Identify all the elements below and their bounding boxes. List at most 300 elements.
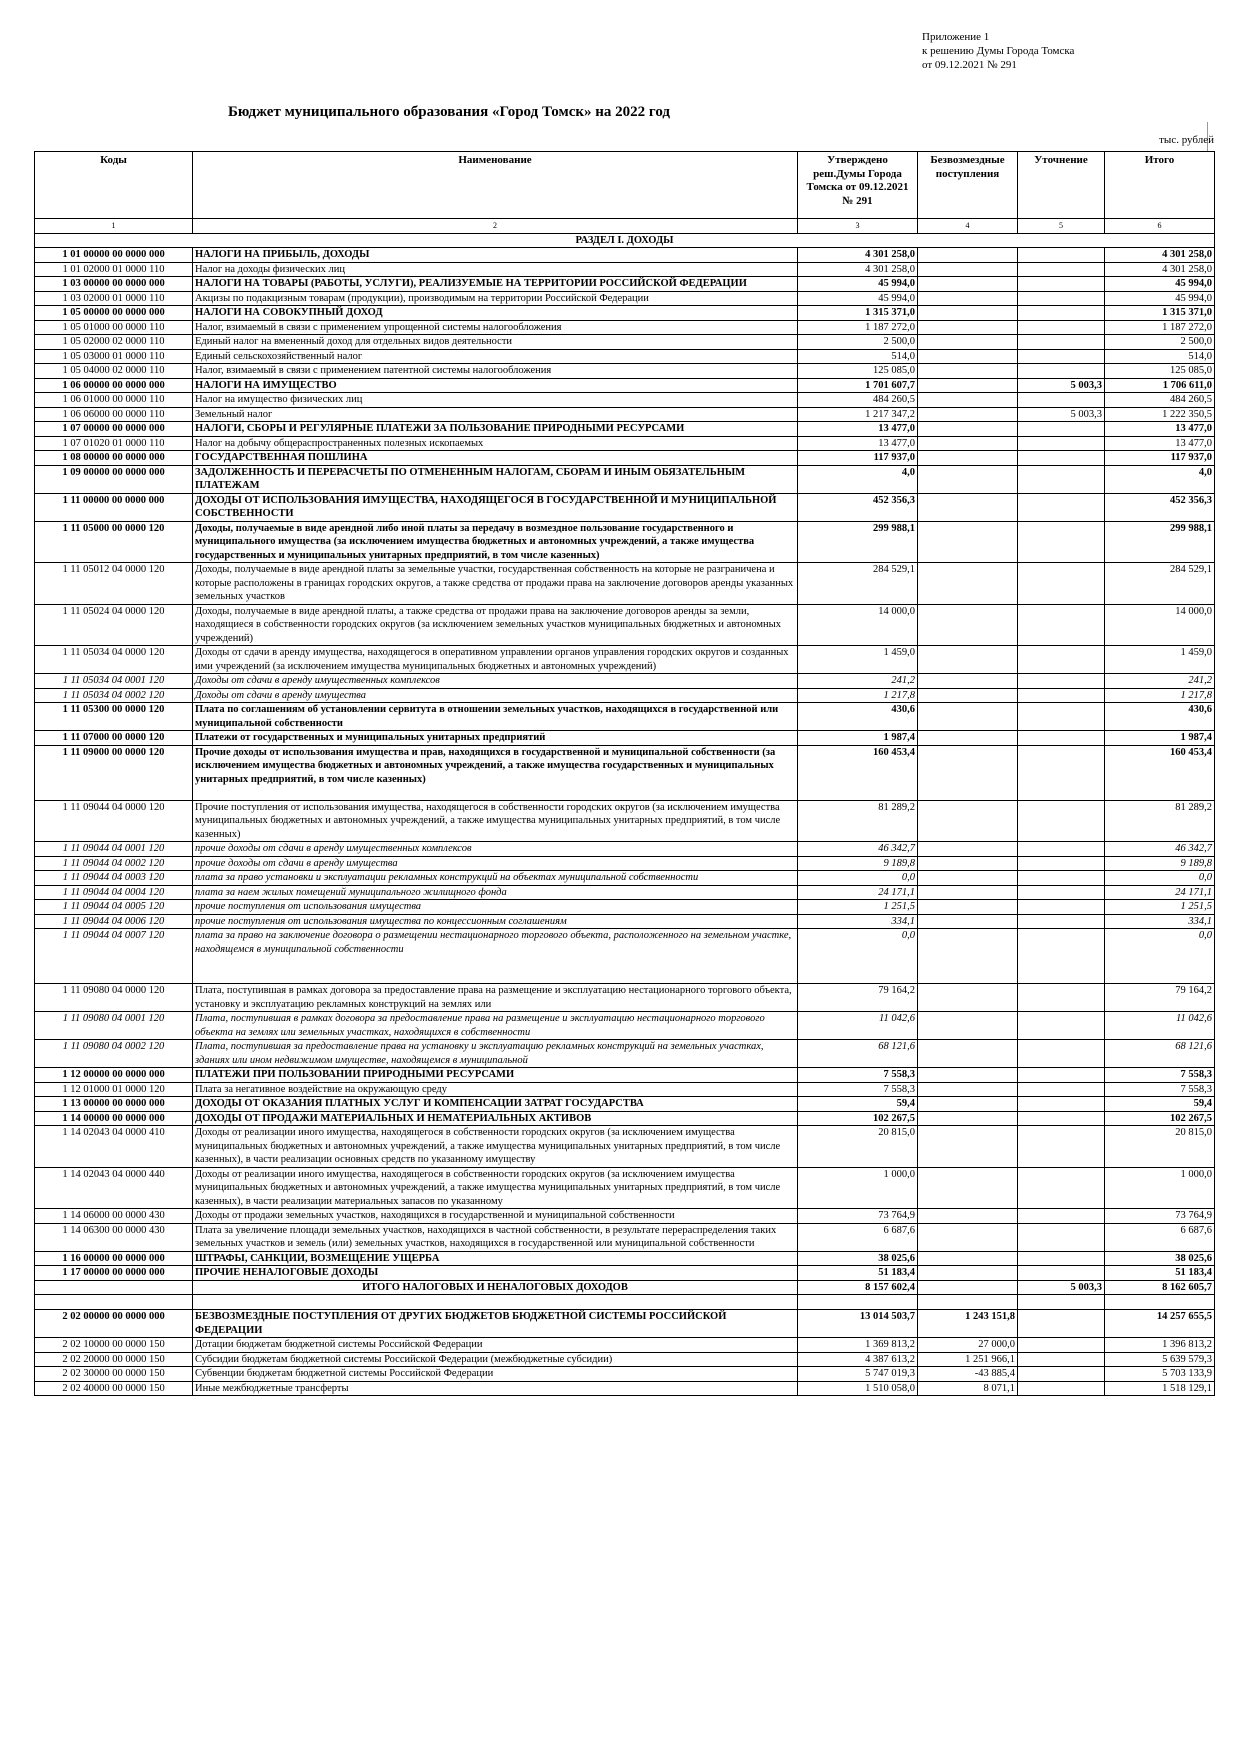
row-approved: 46 342,7 (798, 842, 918, 857)
row-gratuitous (918, 885, 1018, 900)
row-code: 1 05 00000 00 0000 000 (35, 306, 193, 321)
row-name: Доходы от сдачи в аренду имущества (193, 688, 798, 703)
row-approved: 334,1 (798, 914, 918, 929)
row-approved: 73 764,9 (798, 1209, 918, 1224)
row-approved: 1 510 058,0 (798, 1381, 918, 1396)
row-clarification (1018, 984, 1105, 1012)
row-approved: 38 025,6 (798, 1251, 918, 1266)
row-approved: 452 356,3 (798, 493, 918, 521)
row-code: 1 11 05034 04 0000 120 (35, 646, 193, 674)
row-clarification (1018, 422, 1105, 437)
row-total: 9 189,8 (1105, 856, 1215, 871)
row-code: 1 11 09044 04 0005 120 (35, 900, 193, 915)
row-gratuitous (918, 674, 1018, 689)
row-name: БЕЗВОЗМЕЗДНЫЕ ПОСТУПЛЕНИЯ ОТ ДРУГИХ БЮДЖЕТОВ БЮДЖЕТНОЙ СИСТЕМЫ РОССИЙСКОЙ ФЕДЕРАЦИИ (193, 1310, 798, 1338)
row-gratuitous (918, 745, 1018, 800)
row-approved: 117 937,0 (798, 451, 918, 466)
row-name: НАЛОГИ НА ИМУЩЕСТВО (193, 378, 798, 393)
row-gratuitous (918, 277, 1018, 292)
table-row (35, 262, 1215, 277)
row-name: Субсидии бюджетам бюджетной системы Российской Федерации (межбюджетные субсидии) (193, 1352, 798, 1367)
row-code: 1 11 09044 04 0006 120 (35, 914, 193, 929)
table-row (35, 1126, 1215, 1168)
row-clarification (1018, 1082, 1105, 1097)
row-total: 1 518 129,1 (1105, 1381, 1215, 1396)
header-approved: Утверждено реш.Думы Города Томска от 09.12.2021 № 291 (798, 152, 918, 219)
row-code: 1 03 00000 00 0000 000 (35, 277, 193, 292)
row-approved: 1 000,0 (798, 1167, 918, 1209)
row-gratuitous (918, 1223, 1018, 1251)
row-total: 45 994,0 (1105, 277, 1215, 292)
row-approved: 8 157 602,4 (798, 1280, 918, 1295)
row-approved: 14 000,0 (798, 604, 918, 646)
table-row (35, 914, 1215, 929)
row-total: 8 162 605,7 (1105, 1280, 1215, 1295)
row-gratuitous (918, 1266, 1018, 1281)
row-code: 1 11 07000 00 0000 120 (35, 731, 193, 746)
row-clarification (1018, 703, 1105, 731)
row-approved: 0,0 (798, 929, 918, 984)
row-name: Доходы от сдачи в аренду имущественных комплексов (193, 674, 798, 689)
row-clarification (1018, 1097, 1105, 1112)
row-gratuitous (918, 871, 1018, 886)
row-name: Налог, взимаемый в связи с применением упрощенной системы налогообложения (193, 320, 798, 335)
row-approved: 160 453,4 (798, 745, 918, 800)
table-row (35, 1251, 1215, 1266)
row-clarification (1018, 929, 1105, 984)
row-total: 46 342,7 (1105, 842, 1215, 857)
row-code: 1 11 05024 04 0000 120 (35, 604, 193, 646)
row-total: 13 477,0 (1105, 422, 1215, 437)
row-code: 2 02 30000 00 0000 150 (35, 1367, 193, 1382)
row-approved: 4,0 (798, 465, 918, 493)
table-row (35, 349, 1215, 364)
table-row (35, 984, 1215, 1012)
row-code: 1 11 05012 04 0000 120 (35, 563, 193, 605)
table-row (35, 929, 1215, 984)
row-name: Доходы от реализации иного имущества, находящегося в собственности городских округов (за исключением имущества муниципальных бюджетных и автономных учреждений, а также имущества муниципальных унитарных предприятий, в том числе казенных), в части реализации основных средств по указанному имуществу (193, 1126, 798, 1168)
row-code: 1 05 02000 02 0000 110 (35, 335, 193, 350)
header-total: Итого (1105, 152, 1215, 219)
row-gratuitous (918, 731, 1018, 746)
row-name (193, 1295, 798, 1310)
row-clarification (1018, 451, 1105, 466)
row-name: НАЛОГИ НА СОВОКУПНЫЙ ДОХОД (193, 306, 798, 321)
row-clarification (1018, 1209, 1105, 1224)
row-clarification (1018, 493, 1105, 521)
row-approved: 1 251,5 (798, 900, 918, 915)
row-code: 1 13 00000 00 0000 000 (35, 1097, 193, 1112)
table-row (35, 436, 1215, 451)
row-approved: 13 014 503,7 (798, 1310, 918, 1338)
row-code: 1 11 05034 04 0002 120 (35, 688, 193, 703)
row-name: Единый налог на вмененный доход для отдельных видов деятельности (193, 335, 798, 350)
row-clarification (1018, 604, 1105, 646)
row-total: 6 687,6 (1105, 1223, 1215, 1251)
row-clarification (1018, 1338, 1105, 1353)
row-gratuitous (918, 646, 1018, 674)
row-gratuitous: 1 243 151,8 (918, 1310, 1018, 1338)
table-row (35, 393, 1215, 408)
row-clarification (1018, 291, 1105, 306)
row-code: 1 14 06300 00 0000 430 (35, 1223, 193, 1251)
row-code: 1 11 09080 04 0002 120 (35, 1040, 193, 1068)
table-row (35, 646, 1215, 674)
row-name: плата за право на заключение договора о размещении нестационарного торгового объекта, расположенного на земельном участке, находящемся в муниципальной собственности (193, 929, 798, 984)
table-row (35, 1280, 1215, 1295)
row-gratuitous: -43 885,4 (918, 1367, 1018, 1382)
row-clarification (1018, 1068, 1105, 1083)
row-code: 1 05 04000 02 0000 110 (35, 364, 193, 379)
column-number: 5 (1018, 219, 1105, 234)
row-clarification (1018, 674, 1105, 689)
row-name: плата за право установки и эксплуатации рекламных конструкций на объектах муниципальной собственности (193, 871, 798, 886)
table-row (35, 493, 1215, 521)
row-gratuitous (918, 1111, 1018, 1126)
row-clarification (1018, 1126, 1105, 1168)
row-code: 2 02 10000 00 0000 150 (35, 1338, 193, 1353)
row-name: прочие доходы от сдачи в аренду имущества (193, 856, 798, 871)
row-gratuitous (918, 984, 1018, 1012)
row-code: 1 11 09080 04 0000 120 (35, 984, 193, 1012)
table-row (35, 1111, 1215, 1126)
row-code: 1 01 00000 00 0000 000 (35, 248, 193, 263)
table-row (35, 563, 1215, 605)
row-name: ПЛАТЕЖИ ПРИ ПОЛЬЗОВАНИИ ПРИРОДНЫМИ РЕСУРСАМИ (193, 1068, 798, 1083)
row-code: 1 11 09044 04 0000 120 (35, 800, 193, 842)
row-total: 5 703 133,9 (1105, 1367, 1215, 1382)
column-number-row (35, 219, 1215, 234)
row-clarification (1018, 1266, 1105, 1281)
table-row (35, 1295, 1215, 1310)
header-gratuitous: Безвозмездные поступления (918, 152, 1018, 219)
row-name: Доходы от сдачи в аренду имущества, находящегося в оперативном управлении органов управления городских округов и созданных ими учреждений (за исключением имущества муниципальных бюджетных и автономных учреждений) (193, 646, 798, 674)
row-total: 117 937,0 (1105, 451, 1215, 466)
row-code: 1 11 05034 04 0001 120 (35, 674, 193, 689)
row-clarification (1018, 521, 1105, 563)
row-clarification: 5 003,3 (1018, 378, 1105, 393)
row-code: 2 02 40000 00 0000 150 (35, 1381, 193, 1396)
header-name: Наименование (193, 152, 798, 219)
table-row (35, 465, 1215, 493)
row-name: Субвенции бюджетам бюджетной системы Российской Федерации (193, 1367, 798, 1382)
table-row (35, 885, 1215, 900)
row-approved: 4 301 258,0 (798, 262, 918, 277)
row-gratuitous (918, 563, 1018, 605)
row-clarification (1018, 745, 1105, 800)
row-clarification (1018, 914, 1105, 929)
row-total: 125 085,0 (1105, 364, 1215, 379)
row-approved: 11 042,6 (798, 1012, 918, 1040)
row-clarification (1018, 842, 1105, 857)
row-approved: 1 701 607,7 (798, 378, 918, 393)
row-total: 79 164,2 (1105, 984, 1215, 1012)
row-code: 1 01 02000 01 0000 110 (35, 262, 193, 277)
row-total: 14 257 655,5 (1105, 1310, 1215, 1338)
row-gratuitous (918, 1097, 1018, 1112)
row-gratuitous (918, 349, 1018, 364)
row-code: 1 11 05300 00 0000 120 (35, 703, 193, 731)
row-name: Налог на добычу общераспространенных полезных ископаемых (193, 436, 798, 451)
table-row (35, 364, 1215, 379)
row-approved: 4 301 258,0 (798, 248, 918, 263)
row-total: 0,0 (1105, 929, 1215, 984)
row-approved: 13 477,0 (798, 422, 918, 437)
section-row (35, 233, 1215, 248)
row-total: 514,0 (1105, 349, 1215, 364)
row-gratuitous (918, 604, 1018, 646)
table-row (35, 1167, 1215, 1209)
row-gratuitous: 8 071,1 (918, 1381, 1018, 1396)
row-clarification (1018, 900, 1105, 915)
row-code: 1 05 03000 01 0000 110 (35, 349, 193, 364)
row-approved: 68 121,6 (798, 1040, 918, 1068)
row-gratuitous (918, 914, 1018, 929)
row-name: ИТОГО НАЛОГОВЫХ И НЕНАЛОГОВЫХ ДОХОДОВ (193, 1280, 798, 1295)
row-approved: 1 987,4 (798, 731, 918, 746)
row-clarification (1018, 856, 1105, 871)
row-total: 241,2 (1105, 674, 1215, 689)
row-code: 1 11 09044 04 0001 120 (35, 842, 193, 857)
row-gratuitous (918, 393, 1018, 408)
row-approved: 1 217,8 (798, 688, 918, 703)
row-name: ДОХОДЫ ОТ ПРОДАЖИ МАТЕРИАЛЬНЫХ И НЕМАТЕРИАЛЬНЫХ АКТИВОВ (193, 1111, 798, 1126)
row-clarification: 5 003,3 (1018, 1280, 1105, 1295)
row-approved: 79 164,2 (798, 984, 918, 1012)
row-total: 68 121,6 (1105, 1040, 1215, 1068)
row-name: прочие доходы от сдачи в аренду имущественных комплексов (193, 842, 798, 857)
row-total: 299 988,1 (1105, 521, 1215, 563)
row-code: 1 11 09000 00 0000 120 (35, 745, 193, 800)
row-clarification (1018, 465, 1105, 493)
row-name: Налог на имущество физических лиц (193, 393, 798, 408)
row-approved: 1 369 813,2 (798, 1338, 918, 1353)
column-number: 3 (798, 219, 918, 234)
row-clarification (1018, 364, 1105, 379)
row-approved: 1 217 347,2 (798, 407, 918, 422)
row-total: 102 267,5 (1105, 1111, 1215, 1126)
row-name: Плата за негативное воздействие на окружающую среду (193, 1082, 798, 1097)
table-row (35, 1012, 1215, 1040)
row-code: 1 11 05000 00 0000 120 (35, 521, 193, 563)
row-total: 7 558,3 (1105, 1068, 1215, 1083)
row-total: 13 477,0 (1105, 436, 1215, 451)
table-row (35, 731, 1215, 746)
row-code: 1 07 01020 01 0000 110 (35, 436, 193, 451)
table-row (35, 1097, 1215, 1112)
row-total: 1 315 371,0 (1105, 306, 1215, 321)
row-gratuitous (918, 291, 1018, 306)
row-name: прочие поступления от использования имущества по концессионным соглашениям (193, 914, 798, 929)
table-row (35, 1367, 1215, 1382)
row-total: 4,0 (1105, 465, 1215, 493)
row-approved: 20 815,0 (798, 1126, 918, 1168)
row-gratuitous (918, 436, 1018, 451)
row-approved: 430,6 (798, 703, 918, 731)
row-clarification (1018, 1012, 1105, 1040)
row-code: 1 11 09044 04 0002 120 (35, 856, 193, 871)
row-total: 452 356,3 (1105, 493, 1215, 521)
row-gratuitous (918, 407, 1018, 422)
row-gratuitous: 1 251 966,1 (918, 1352, 1018, 1367)
budget-table (34, 151, 1215, 1396)
table-row (35, 745, 1215, 800)
row-clarification (1018, 1352, 1105, 1367)
row-code: 1 09 00000 00 0000 000 (35, 465, 193, 493)
row-approved: 1 187 272,0 (798, 320, 918, 335)
table-row (35, 248, 1215, 263)
row-clarification (1018, 335, 1105, 350)
appendix-line-3: от 09.12.2021 № 291 (922, 59, 1017, 71)
row-approved: 284 529,1 (798, 563, 918, 605)
row-code: 1 16 00000 00 0000 000 (35, 1251, 193, 1266)
row-code: 1 11 09044 04 0003 120 (35, 871, 193, 886)
appendix-note (922, 30, 1074, 72)
row-name: Дотации бюджетам бюджетной системы Российской Федерации (193, 1338, 798, 1353)
row-name: прочие поступления от использования имущества (193, 900, 798, 915)
row-name: НАЛОГИ НА ТОВАРЫ (РАБОТЫ, УСЛУГИ), РЕАЛИЗУЕМЫЕ НА ТЕРРИТОРИИ РОССИЙСКОЙ ФЕДЕРАЦИИ (193, 277, 798, 292)
table-row (35, 1310, 1215, 1338)
row-gratuitous (918, 1167, 1018, 1209)
row-name: Доходы, получаемые в виде арендной платы, а также средства от продажи права на заключение договоров аренды за земли, находящиеся в собственности городских округов (за исключением земельных участков муниципальных бюджетных и автономных учреждений) (193, 604, 798, 646)
row-total: 0,0 (1105, 871, 1215, 886)
row-code (35, 1295, 193, 1310)
row-code: 1 17 00000 00 0000 000 (35, 1266, 193, 1281)
row-gratuitous (918, 493, 1018, 521)
row-code: 1 11 09080 04 0001 120 (35, 1012, 193, 1040)
row-total: 2 500,0 (1105, 335, 1215, 350)
row-code: 1 05 01000 00 0000 110 (35, 320, 193, 335)
row-gratuitous (918, 306, 1018, 321)
table-row (35, 900, 1215, 915)
row-gratuitous (918, 1012, 1018, 1040)
row-code: 1 11 09044 04 0007 120 (35, 929, 193, 984)
row-gratuitous (918, 842, 1018, 857)
row-gratuitous (918, 703, 1018, 731)
table-row (35, 291, 1215, 306)
document-title: Бюджет муниципального образования «Город Томск» на 2022 год (228, 104, 670, 120)
row-total: 1 000,0 (1105, 1167, 1215, 1209)
table-row (35, 1068, 1215, 1083)
row-name: Единый сельскохозяйственный налог (193, 349, 798, 364)
appendix-line-1: Приложение 1 (922, 31, 990, 43)
row-gratuitous (918, 1126, 1018, 1168)
row-approved: 5 747 019,3 (798, 1367, 918, 1382)
row-name: Прочие поступления от использования имущества, находящегося в собственности городских округов (за исключением имущества муниципальных бюджетных и автономных учреждений, а также имущества муниципальных унитарных предприятий, в том числе казенных) (193, 800, 798, 842)
row-name: Плата, поступившая в рамках договора за предоставление права на размещение и эксплуатацию нестационарного торгового объекта, установку и эксплуатацию рекламных конструкций на землях или (193, 984, 798, 1012)
row-clarification (1018, 320, 1105, 335)
row-clarification (1018, 1367, 1105, 1382)
row-approved: 0,0 (798, 871, 918, 886)
row-total: 4 301 258,0 (1105, 262, 1215, 277)
row-total: 334,1 (1105, 914, 1215, 929)
column-number: 6 (1105, 219, 1215, 234)
row-clarification (1018, 306, 1105, 321)
row-gratuitous (918, 929, 1018, 984)
row-clarification (1018, 1167, 1105, 1209)
row-clarification (1018, 885, 1105, 900)
row-clarification (1018, 1223, 1105, 1251)
row-total: 1 251,5 (1105, 900, 1215, 915)
table-row (35, 856, 1215, 871)
row-gratuitous (918, 248, 1018, 263)
row-name: Доходы, получаемые в виде арендной либо иной платы за передачу в возмездное пользование государственного и муниципального имущества (за исключением имущества бюджетных и автономных учреждений, а также имущества государственных и муниципальных унитарных предприятий, в том числе казенных) (193, 521, 798, 563)
table-row (35, 1381, 1215, 1396)
table-row (35, 800, 1215, 842)
table-row (35, 335, 1215, 350)
row-total: 11 042,6 (1105, 1012, 1215, 1040)
row-clarification (1018, 563, 1105, 605)
row-total: 5 639 579,3 (1105, 1352, 1215, 1367)
row-code: 1 06 00000 00 0000 000 (35, 378, 193, 393)
row-approved: 45 994,0 (798, 291, 918, 306)
row-gratuitous (918, 422, 1018, 437)
column-number: 4 (918, 219, 1018, 234)
row-code (35, 1280, 193, 1295)
row-gratuitous (918, 688, 1018, 703)
row-approved: 484 260,5 (798, 393, 918, 408)
row-code: 1 06 06000 00 0000 110 (35, 407, 193, 422)
row-name: ПРОЧИЕ НЕНАЛОГОВЫЕ ДОХОДЫ (193, 1266, 798, 1281)
table-row (35, 521, 1215, 563)
row-total: 45 994,0 (1105, 291, 1215, 306)
row-clarification (1018, 1295, 1105, 1310)
row-approved: 299 988,1 (798, 521, 918, 563)
row-code: 1 12 00000 00 0000 000 (35, 1068, 193, 1083)
row-approved: 6 687,6 (798, 1223, 918, 1251)
row-approved: 45 994,0 (798, 277, 918, 292)
row-clarification (1018, 1310, 1105, 1338)
row-gratuitous (918, 800, 1018, 842)
row-approved (798, 1295, 918, 1310)
row-name: Плата, поступившая за предоставление права на установку и эксплуатацию рекламных конструкций на земельных участках, зданиях или ином недвижимом имуществе, находящемся в муниципальной (193, 1040, 798, 1068)
table-row (35, 1338, 1215, 1353)
row-approved: 13 477,0 (798, 436, 918, 451)
row-name: ДОХОДЫ ОТ ОКАЗАНИЯ ПЛАТНЫХ УСЛУГ И КОМПЕНСАЦИИ ЗАТРАТ ГОСУДАРСТВА (193, 1097, 798, 1112)
row-clarification (1018, 688, 1105, 703)
row-code: 1 11 09044 04 0004 120 (35, 885, 193, 900)
row-gratuitous (918, 378, 1018, 393)
row-clarification (1018, 1111, 1105, 1126)
row-gratuitous (918, 1251, 1018, 1266)
row-total: 73 764,9 (1105, 1209, 1215, 1224)
row-total: 81 289,2 (1105, 800, 1215, 842)
row-total: 284 529,1 (1105, 563, 1215, 605)
table-row (35, 277, 1215, 292)
row-code: 2 02 20000 00 0000 150 (35, 1352, 193, 1367)
column-number: 1 (35, 219, 193, 234)
row-code: 1 11 00000 00 0000 000 (35, 493, 193, 521)
row-total: 4 301 258,0 (1105, 248, 1215, 263)
row-approved: 102 267,5 (798, 1111, 918, 1126)
row-code: 1 03 02000 01 0000 110 (35, 291, 193, 306)
row-gratuitous (918, 1040, 1018, 1068)
row-gratuitous (918, 451, 1018, 466)
row-name: НАЛОГИ, СБОРЫ И РЕГУЛЯРНЫЕ ПЛАТЕЖИ ЗА ПОЛЬЗОВАНИЕ ПРИРОДНЫМИ РЕСУРСАМИ (193, 422, 798, 437)
row-clarification (1018, 1040, 1105, 1068)
table-row (35, 842, 1215, 857)
row-clarification (1018, 262, 1105, 277)
row-gratuitous (918, 320, 1018, 335)
table-row (35, 407, 1215, 422)
row-gratuitous (918, 521, 1018, 563)
row-approved: 9 189,8 (798, 856, 918, 871)
table-row (35, 871, 1215, 886)
row-total: 160 453,4 (1105, 745, 1215, 800)
row-total: 7 558,3 (1105, 1082, 1215, 1097)
row-approved: 81 289,2 (798, 800, 918, 842)
row-total: 24 171,1 (1105, 885, 1215, 900)
